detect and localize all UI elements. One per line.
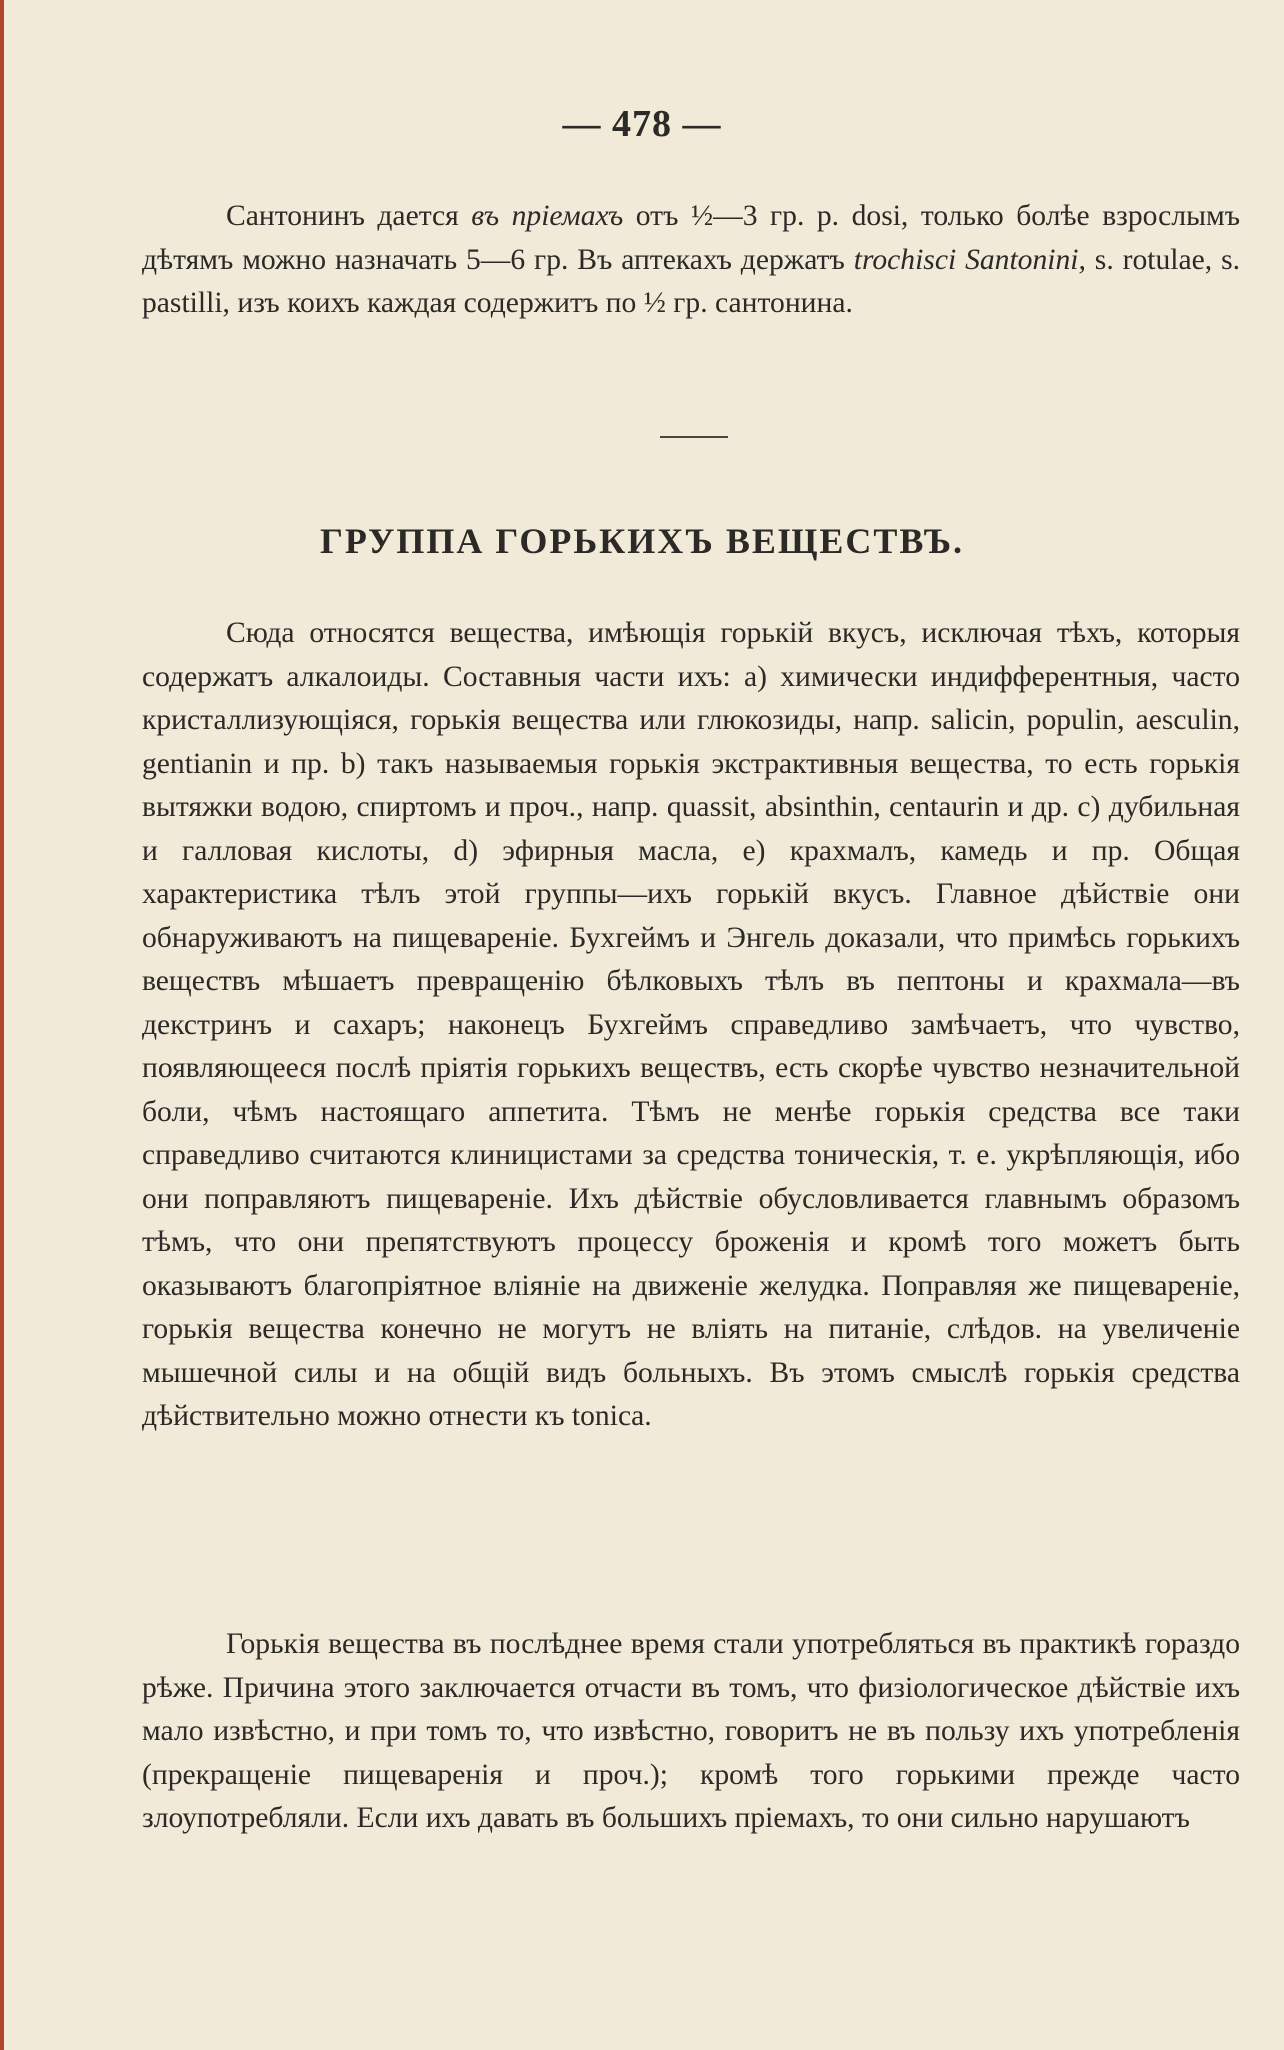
intro-text-after: отъ ½—3 гр. p. dosi, только болѣе взрослымъ дѣтямъ можно назначать 5—6 гр. Въ аптекахъ держатъ [142,200,1241,276]
section-heading: ГРУППА ГОРЬКИХЪ ВЕЩЕСТВЪ. [319,521,965,561]
body-paragraph: Сюда относятся вещества, имѣющія горькій вкусъ, исключая тѣхъ, которыя содержатъ алкалоиды. Составныя части ихъ: a) химически индифферентныя, часто кристаллизующіяся, горькія вещества или глюкозиды, напр. salicin, populin, aesculin, gentianin и пр. b) такъ называемыя горькія экстрактивныя вещества, то есть горькія вытяжки водою, спиртомъ и проч., напр. quassit, absinthin, centaurin и др. c) дубильная и галловая кислоты, d) эфирныя масла, e) крахмалъ, камедь и пр. Общая характеристика тѣлъ этой группы—ихъ горькій вкусъ. Главное дѣйствіе они обнаруживаютъ на пищевареніе. Бухгеймъ и Энгель доказали, что примѣсь горькихъ веществъ мѣшаетъ превращенію бѣлковыхъ тѣлъ въ пептоны и крахмала—въ декстринъ и сахаръ; наконецъ Бухгеймъ справедливо замѣчаетъ, что чувство, появляющееся послѣ пріятія горькихъ веществъ, есть скорѣе чувство незначительной боли, чѣмъ настоящаго аппетита. Тѣмъ не менѣе горькія средства все таки справедливо считаются клиницистами за средства тоническія, т. е. укрѣпляющія, ибо они поправляютъ пищевареніе. Ихъ дѣйствіе обусловливается главнымъ образомъ тѣмъ, что они препятствуютъ процессу броженія и кромѣ того можетъ быть оказываютъ благопріятное вліяніе на движеніе желудка. Поправляя же пищевареніе, горькія вещества конечно не могутъ не вліять на питаніе, слѣдов. на увеличеніе мышечной силы и на общій видъ больныхъ. Въ этомъ смыслѣ горькія средства дѣйствительно можно отнести къ tonica. [142,617,1240,1432]
intro-emphasis: въ пріемахъ [471,200,624,232]
section-divider [660,436,728,438]
body-paragraph: Горькія вещества въ послѣднее время стали употребляться въ практикѣ гораздо рѣже. Причина этого заключается отчасти въ томъ, что физіологическое дѣйствіе ихъ мало извѣстно, и при томъ то, что извѣстно, говоритъ не въ пользу ихъ употребленія (прекращеніе пищеваренія и проч.); кромѣ того горькими прежде часто злоупотребляли. Если ихъ давать въ большихъ пріемахъ, то они сильно нарушаютъ [142,1628,1240,1834]
intro-paragraph [142,195,1240,326]
page-number: — 478 — [562,103,722,145]
intro-text-end: s. rotulae, s. pastilli, изъ коихъ каждая содержитъ по ½ гр. сантонина. [142,243,1240,319]
intro-text-before: Сантонинъ дается [226,200,472,232]
intro-latin-emphasis: trochisci Santonini, [853,243,1086,276]
